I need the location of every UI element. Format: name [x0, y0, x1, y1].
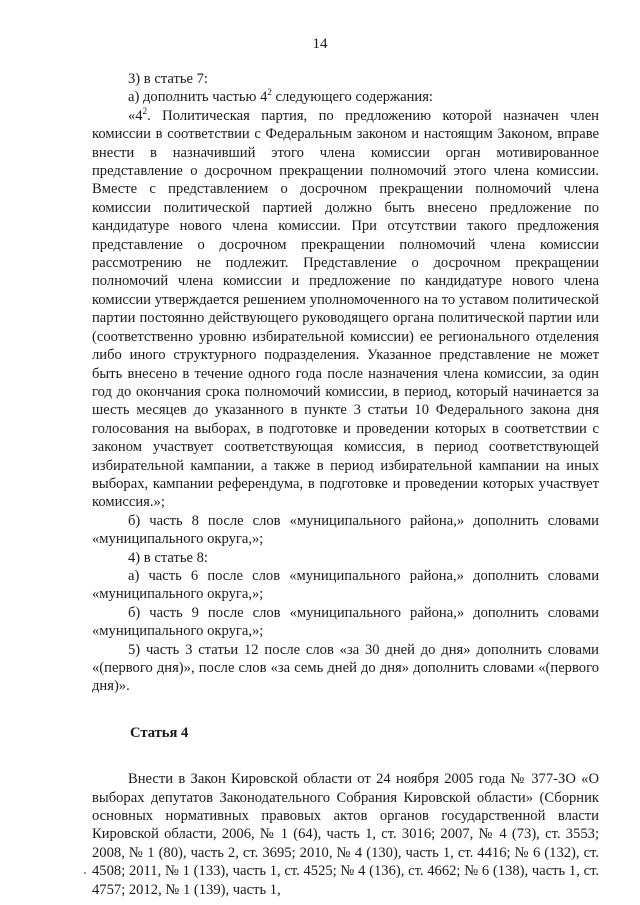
document-body — [92, 70, 599, 899]
item-5: 5) часть 3 статьи 12 после слов «за 30 дней до дня» дополнить словами «(первого дня)», после слов «за семь дней до дня» дополнить словами «(первого дня)». — [92, 641, 599, 695]
item-3a-suffix: следующего содержания: — [271, 89, 433, 106]
item-3b: б) часть 8 после слов «муниципального района,» дополнить словами «муниципального округа,»; — [92, 512, 599, 548]
article-4-heading: Статья 4 — [130, 724, 189, 741]
quote-superscript: 2 — [142, 105, 148, 116]
item-3a-superscript: 2 — [267, 87, 272, 98]
item-4b: б) часть 9 после слов «муниципального района,» дополнить словами «муниципального округа,»; — [92, 604, 599, 640]
item-4-heading: 4) в статье 8: — [128, 549, 208, 566]
quote-open: «4 — [128, 107, 143, 124]
page-number: 14 — [312, 36, 328, 52]
quoted-part-4-2 — [92, 107, 599, 512]
quote-text: . Политическая партия, по предложению которой назначен член комиссии в соответствии с Федеральным законом и настоящим Законом, вправе внести в назначивший этого члена комиссии орган мотивированное представление о досрочном прекращении полномочий этого члена комиссии. Вместе с представлением о досрочном прекращении полномочий члена комиссии политической партией должно быть внесено предложение по кандидатуре нового члена комиссии. При отсутствии такого предложения представление о досрочном прекращении полномочий члена комиссии рассмотрению не подлежит. Представление о досрочном прекращении полномочий члена комиссии и предложение по кандидатуре нового члена комиссии утверждается решением уполномоченного на то уставом политической партии постоянно действующего руководящего органа политической партии или (соответственно уровню избирательной комиссии) ее регионального отделения либо иного структурного подразделения. Указанное представление не может быть внесено в течение одного года после назначения члена комиссии, за один год до окончания срока полномочий комиссии, в период, который начинается за шесть месяцев до указанного в пункте 3 статьи 10 Федерального закона дня голосования на выборах, в подготовке и проведении которых в соответствии с законом участвует соответствующая комиссия, в период соответствующей избирательной кампании, а также в период избирательной кампании на иных выборах, кампании референдума, в подготовке и проведении которых участвует комиссия.»; — [92, 107, 599, 511]
item-3a — [92, 88, 599, 106]
item-3a-prefix: а) дополнить частью 4 — [128, 89, 268, 106]
item-3-heading: 3) в статье 7: — [128, 71, 208, 87]
article-4-text: Внести в Закон Кировской области от 24 ноября 2005 года № 377-ЗО «О выборах депутатов Законодательного Собрания Кировской области» (Сборник основных нормативных правовых актов органов государственной власти Кировской области, 2006, № 1 (64), часть 1, ст. 3016; 2007, № 4 (73), ст. 3553; 2008, № 1 (80), часть 2, ст. 3695; 2010, № 4 (130), часть 1, ст. 4416; № 6 (132), ст. 4508; 2011, № 1 (133), часть 1, ст. 4525; № 4 (136), ст. 4662; № 6 (138), часть 1, ст. 4757; 2012, № 1 (139), часть 1, — [92, 771, 599, 898]
item-4a: а) часть 6 после слов «муниципального района,» дополнить словами «муниципального округа,»; — [92, 567, 599, 603]
scan-speck — [84, 872, 86, 874]
